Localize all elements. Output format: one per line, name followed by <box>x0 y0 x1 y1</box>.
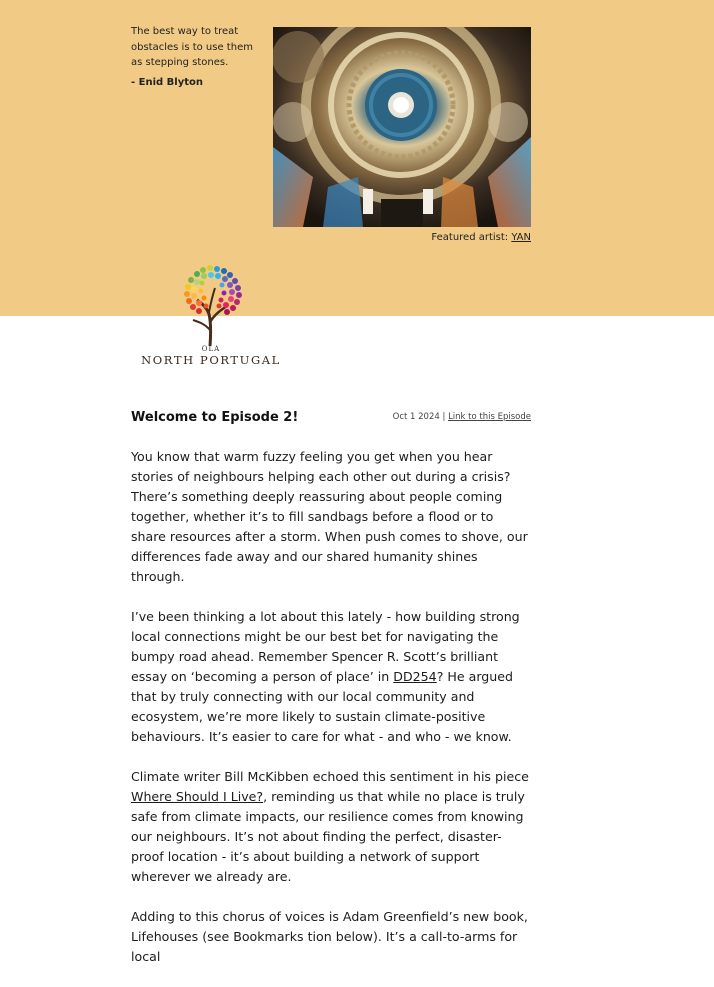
paragraph-3-end: , reminding us that while no place is truly safe from climate impacts, our resilience comes from knowing our neighbours. It’s not about finding the perfect, disaster-proof location - it’s about building a network of support wherever we already are. <box>131 789 525 884</box>
article-meta <box>393 412 531 422</box>
logo-small-text: OLA <box>201 345 221 353</box>
artist-link[interactable]: YAN <box>511 232 531 243</box>
featured-artwork-image <box>273 27 531 227</box>
hero-banner <box>0 0 714 316</box>
logo-name: NORTH PORTUGAL <box>141 353 281 367</box>
ola-north-portugal-logo[interactable] <box>133 262 289 372</box>
article-title: Welcome to Episode 2! <box>131 410 299 425</box>
artwork-caption <box>431 232 531 243</box>
episode-link[interactable]: Link to this Episode <box>448 412 531 422</box>
quote-text: The best way to treat obstacles is to use them as stepping stones. <box>131 26 253 68</box>
tree-icon <box>133 262 289 346</box>
paragraph-3-start: Climate writer Bill McKibben echoed this sentiment in his piece <box>131 769 529 784</box>
article-header <box>131 408 531 432</box>
article-body <box>131 447 531 967</box>
quote-author: - Enid Blyton <box>131 76 203 88</box>
paragraph-3 <box>131 767 531 887</box>
caption-prefix: Featured artist: <box>431 232 512 243</box>
paragraph-2-start: I’ve been thinking a lot about this lately - how building strong local connections might be our best bet for navigating the bumpy road ahead. Remember Spencer R. Scott’s brilliant essay on ‘becoming a person of place’ in <box>131 609 520 684</box>
paragraph-1: You know that warm fuzzy feeling you get when you hear stories of neighbours helping each other out during a crisis? There’s something deeply reassuring about people coming together, whether it’s to fill sandbags before a flood or to share resources after a storm. When push comes to shove, our differences fade away and our shared humanity shines through. <box>131 449 528 584</box>
dd254-link[interactable]: DD254 <box>393 669 437 684</box>
article-date: Oct 1 2024 <box>392 412 440 422</box>
paragraph-4: Adding to this chorus of voices is Adam Greenfield’s new book, Lifehouses (see Bookmarks tion below). It’s a call-to-arms for local <box>131 909 528 964</box>
dome-illustration <box>273 27 531 227</box>
article <box>131 408 531 987</box>
meta-separator: | <box>439 412 449 422</box>
paragraph-2-end: ? He argued that by truly connecting with our local community and ecosystem, we’re more likely to sustain climate-positive behaviours. It’s easier to care for what - and who - we know. <box>131 669 514 744</box>
where-should-i-live-link[interactable]: Where Should I Live? <box>131 789 264 804</box>
paragraph-2 <box>131 607 531 747</box>
quote-block <box>131 24 266 90</box>
